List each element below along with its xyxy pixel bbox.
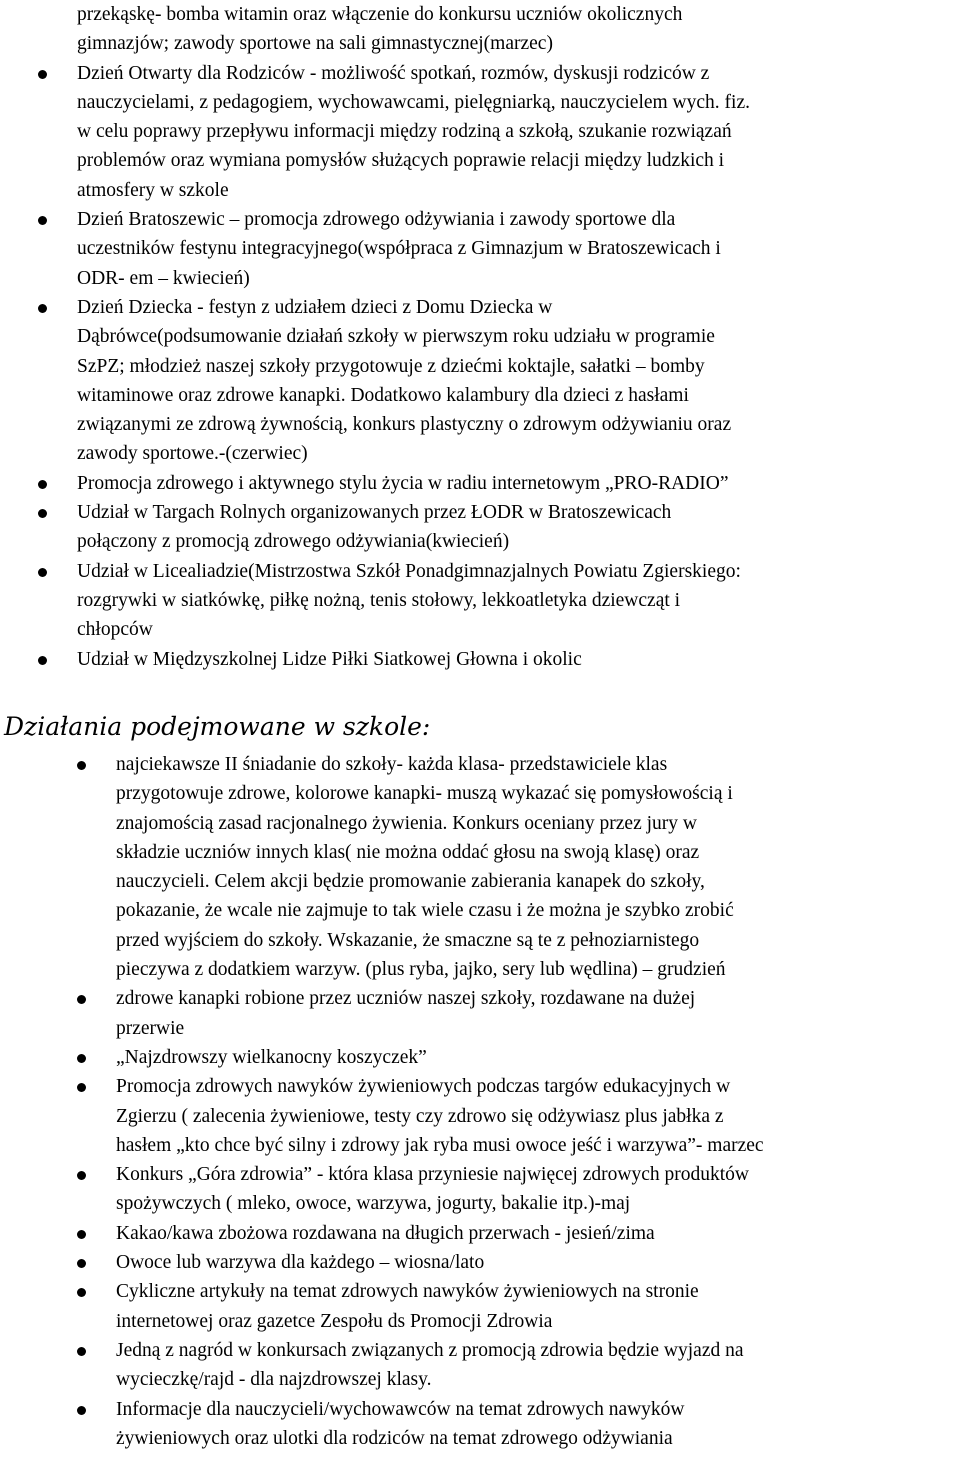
text-line: pokazanie, że wcale nie zajmuje to tak wiele czasu i że można je szybko zrobić [116, 900, 734, 922]
text-line: w celu poprawy przepływu informacji między rodziną a szkołą, szukanie rozwiązań [77, 121, 732, 143]
text-line: chłopców [77, 619, 153, 641]
text-line: SzPZ; młodzież naszej szkoły przygotowuje z dziećmi koktajle, sałatki – bomby [77, 355, 705, 377]
bullet-icon [38, 304, 47, 313]
bullet-icon [77, 1288, 86, 1297]
text-line: Jedną z nagród w konkursach związanych z promocją zdrowia będzie wyjazd na [116, 1339, 744, 1361]
text-line: hasłem „kto chce być silny i zdrowy jak ryba musi owoce jeść i warzywa”- marzec [116, 1134, 764, 1156]
text-line: internetowej oraz gazetce Zespołu ds Promocji Zdrowia [116, 1310, 553, 1332]
school-action-item [0, 1248, 960, 1277]
activity-item [0, 59, 960, 205]
bullet-icon [38, 216, 47, 225]
activity-item [0, 498, 960, 557]
text-line: Informacje dla nauczycieli/wychowawców na temat zdrowych nawyków [116, 1398, 685, 1420]
text-line: żywieniowych oraz ulotki dla rodziców na temat zdrowego odżywiania [116, 1427, 673, 1449]
text-line: atmosfery w szkole [77, 179, 229, 201]
school-actions-section [0, 750, 960, 1453]
activity-item [0, 0, 960, 59]
bullet-icon [77, 1083, 86, 1092]
text-line: „Najzdrowszy wielkanocny koszyczek” [116, 1046, 427, 1068]
text-line: uczestników festynu integracyjnego(współpraca z Gimnazjum w Bratoszewicach i [77, 238, 721, 260]
text-line: przed wyjściem do szkoły. Wskazanie, że smaczne są te z pełnoziarnistego [116, 929, 700, 951]
text-line: Konkurs „Góra zdrowia” - która klasa przyniesie najwięcej zdrowych produktów [116, 1164, 749, 1186]
school-actions-list [0, 750, 960, 1453]
activity-item [0, 205, 960, 293]
text-line: przerwie [116, 1017, 185, 1039]
school-action-item [0, 1395, 960, 1454]
bullet-icon [77, 1259, 86, 1268]
school-action-item [0, 1043, 960, 1072]
bullet-icon [77, 1054, 86, 1063]
bullet-icon [38, 480, 47, 489]
section-heading: Działania podejmowane w szkole: [4, 712, 431, 741]
text-line: Dzień Otwarty dla Rodziców - możliwość spotkań, rozmów, dyskusji rodziców z [77, 62, 710, 84]
bullet-icon [77, 995, 86, 1004]
school-action-item [0, 1160, 960, 1219]
text-line: gimnazjów; zawody sportowe na sali gimnastycznej(marzec) [77, 33, 553, 55]
text-line: Owoce lub warzywa dla każdego – wiosna/lato [116, 1252, 485, 1274]
bullet-icon [38, 568, 47, 577]
bullet-icon [38, 70, 47, 79]
school-action-item [0, 750, 960, 984]
bullet-icon [77, 1171, 86, 1180]
text-line: Promocja zdrowego i aktywnego stylu życia w radiu internetowym „PRO-RADIO” [77, 472, 729, 494]
text-line: ODR- em – kwiecień) [77, 267, 250, 289]
activities-list-section [0, 0, 960, 674]
text-line: pieczywa z dodatkiem warzyw. (plus ryba, jajko, sery lub wędlina) – grudzień [116, 959, 726, 981]
text-line: składzie uczniów innych klas( nie można oddać głosu na swoją klasę) oraz [116, 841, 700, 863]
text-line: przekąskę- bomba witamin oraz włączenie do konkursu uczniów okolicznych [77, 4, 683, 25]
school-action-item [0, 1072, 960, 1160]
text-line: nauczycieli. Celem akcji będzie promowanie zabierania kanapek do szkoły, [116, 871, 705, 893]
text-line: Udział w Międzyszkolnej Lidze Piłki Siatkowej Głowna i okolic [77, 648, 582, 670]
text-line: Dąbrówce(podsumowanie działań szkoły w pierwszym roku udziału w programie [77, 326, 715, 348]
school-action-item [0, 1336, 960, 1395]
text-line: Dzień Dziecka - festyn z udziałem dzieci z Domu Dziecka w [77, 296, 553, 318]
text-line: nauczycielami, z pedagogiem, wychowawcami, pielęgniarką, nauczycielem wych. fiz. [77, 91, 750, 113]
text-line: witaminowe oraz zdrowe kanapki. Dodatkowo kalambury dla dzieci z hasłami [77, 384, 689, 406]
bullet-icon [77, 1406, 86, 1415]
text-line: Dzień Bratoszewic – promocja zdrowego odżywiania i zawody sportowe dla [77, 209, 676, 231]
text-line: Kakao/kawa zbożowa rozdawana na długich przerwach - jesień/zima [116, 1222, 655, 1244]
text-line: Promocja zdrowych nawyków żywieniowych podczas targów edukacyjnych w [116, 1076, 731, 1098]
activity-item [0, 645, 960, 674]
school-action-item [0, 984, 960, 1043]
text-line: związanymi ze zdrową żywnością, konkurs plastyczny o zdrowym odżywianiu oraz [77, 414, 732, 436]
text-line: zdrowe kanapki robione przez uczniów naszej szkoły, rozdawane na dużej [116, 988, 696, 1010]
bullet-icon [77, 1347, 86, 1356]
bullet-icon [77, 761, 86, 770]
text-line: problemów oraz wymiana pomysłów służących poprawie relacji między ludzkich i [77, 150, 725, 172]
text-line: zawody sportowe.-(czerwiec) [77, 443, 308, 465]
text-line: Udział w Targach Rolnych organizowanych przez ŁODR w Bratoszewicach [77, 502, 672, 524]
text-line: znajomością zasad racjonalnego żywienia. Konkurs oceniany przez jury w [116, 812, 697, 834]
bullet-icon [38, 656, 47, 665]
text-line: najciekawsze II śniadanie do szkoły- każda klasa- przedstawiciele klas [116, 754, 668, 775]
text-line: Udział w Licealiadzie(Mistrzostwa Szkół Ponadgimnazjalnych Powiatu Zgierskiego: [77, 560, 741, 582]
text-line: wycieczkę/rajd - dla najzdrowszej klasy. [116, 1369, 432, 1391]
text-line: spożywczych ( mleko, owoce, warzywa, jogurty, bakalie itp.)-maj [116, 1193, 631, 1215]
text-line: Zgierzu ( zalecenia żywieniowe, testy czy zdrowo się odżywiasz plus jabłka z [116, 1105, 724, 1127]
text-line: przygotowuje zdrowe, kolorowe kanapki- muszą wykazać się pomysłowością i [116, 783, 733, 805]
school-action-item [0, 1219, 960, 1248]
activity-item [0, 469, 960, 498]
text-line: połączony z promocją zdrowego odżywiania(kwiecień) [77, 531, 510, 553]
activity-item [0, 557, 960, 645]
text-line: Cykliczne artykuły na temat zdrowych nawyków żywieniowych na stronie [116, 1281, 699, 1303]
school-action-item [0, 1277, 960, 1336]
text-line: rozgrywki w siatkówkę, piłkę nożną, tenis stołowy, lekkoatletyka dziewcząt i [77, 589, 681, 611]
bullet-icon [77, 1230, 86, 1239]
activities-list [0, 0, 960, 674]
bullet-icon [38, 509, 47, 518]
activity-item [0, 293, 960, 469]
